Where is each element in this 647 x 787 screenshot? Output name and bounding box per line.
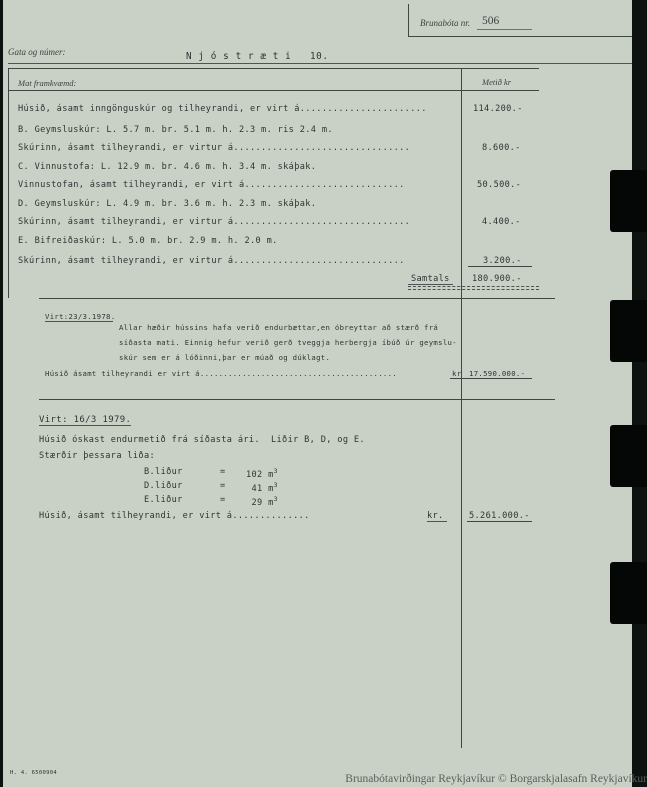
table-row-value: 50.500.- [477,180,522,190]
entry-1979-line-1: Húsið óskast endurmetið frá síðasta ári. Liðir B, D, og E. [39,435,365,445]
brunabota-number: 506 [482,15,500,27]
entry-1978-currency: kr [452,369,462,378]
form-code: H. 4. 6500904 [10,770,57,776]
table-top-border [8,68,539,69]
entry-1978-line: Allar hæðir hússins hafa verið endurbættar,en óbreyttar að stærð frá [119,323,439,332]
total-double-rule-1 [408,286,539,287]
entry-1978-date-underline [45,321,113,322]
item-label: E.liður [144,495,183,505]
table-row-text: Skúrinn, ásamt tilheyrandi, er virtur á................................ [18,143,411,153]
table-row-value: 3.200.- [483,256,522,266]
entry-1979-line-2: Stærðir þessara liða: [39,451,156,461]
item-equals: = [220,495,226,505]
total-label-underline [408,284,453,285]
item-value: 29 $m^3$ [246,495,278,508]
item-equals: = [220,467,226,477]
description-header: Mat framkvæmd: [18,78,77,88]
item-value: 102 $m^3$ [246,467,278,480]
number-underline [477,29,532,30]
total-label: Samtals [411,274,450,284]
binder-tab [610,300,647,362]
entry-1979-date: Virt: 16/3 1979. [39,415,132,425]
total-value: 180.900.- [472,274,522,284]
table-row-text: Húsið, ásamt inngönguskúr og tilheyrandi, er virt á....................... [18,104,427,114]
value-column-divider [461,68,462,748]
table-header-divider [8,90,539,91]
entry-1978-line: síðasta mati. Einnig hefur verið gerð tveggja herbergja íbúð úr geymslu- [119,338,457,347]
entry-1978-valuation-text: Húsið ásamt tilheyrandi er virt á.......................................... [45,369,397,378]
item-label: D.liður [144,481,183,491]
address-value: N j ó s t r æ t i 10. [186,51,329,62]
valuation-sheet [3,0,632,787]
total-double-rule-2 [408,289,539,290]
address-underline [8,63,632,64]
entry-1978-valuation-value: 17.590.000.- [469,369,526,378]
item-value: 41 $m^3$ [246,481,278,494]
brunabota-label: Brunabóta nr. [420,18,471,28]
entry-1979-valuation-text: Húsið, ásamt tilheyrandi, er virt á.............. [39,511,310,521]
archive-watermark: Brunabótavirðingar Reykjavíkur © Borgarskjalasafn Reykjavíkur [345,773,647,785]
header-box-left-border [408,4,409,36]
header-box-bottom-border [408,36,632,37]
table-row-text: Skúrinn, ásamt tilheyrandi, er virtur á............................... [18,256,405,266]
table-left-border [8,68,9,298]
entry-1978-date: Virt:23/3.1978. [45,312,116,321]
item-equals: = [220,481,226,491]
table-row-text: Skúrinn, ásamt tilheyrandi, er virtur á................................ [18,217,411,227]
subtotal-underline [468,266,532,267]
item-label: B.liður [144,467,183,477]
binder-tab [610,170,647,232]
binder-tab [610,562,647,624]
table-row-text: B. Geymsluskúr: L. 5.7 m. br. 5.1 m. h. 2.3 m. ris 2.4 m. [18,125,333,135]
table-row-text: E. Bifreiðaskúr: L. 5.0 m. br. 2.9 m. h. 2.0 m. [18,236,278,246]
binder-tab [610,425,647,487]
table-row-text: C. Vinnustofa: L. 12.9 m. br. 4.6 m. h. 3.4 m. skáþak. [18,162,317,172]
table-row-value: 4.400.- [482,217,521,227]
section-separator-1978 [39,298,555,299]
table-row-text: Vinnustofan, ásamt tilheyrandi, er virt á............................. [18,180,405,190]
entry-1978-line: skúr sem er á lóðinni,þar er múað og dúklagt. [119,353,331,362]
address-label: Gata og númer: [8,47,66,57]
section-separator-1979 [39,399,555,400]
table-row-text: D. Geymsluskúr: L. 4.9 m. br. 3.6 m. h. 2.3 m. skáþak. [18,199,317,209]
entry-1979-valuation-value: 5.261.000.- [469,511,530,521]
entry-1979-currency: kr. [427,511,444,521]
table-row-value: 8.600.- [482,143,521,153]
entry-1979-value-underline [467,521,532,522]
entry-1979-date-underline [39,425,131,426]
entry-1979-currency-underline [427,521,447,522]
entry-1978-value-underline [450,378,532,379]
table-row-value: 114.200.- [473,104,523,114]
value-header: Metið kr [482,77,512,87]
